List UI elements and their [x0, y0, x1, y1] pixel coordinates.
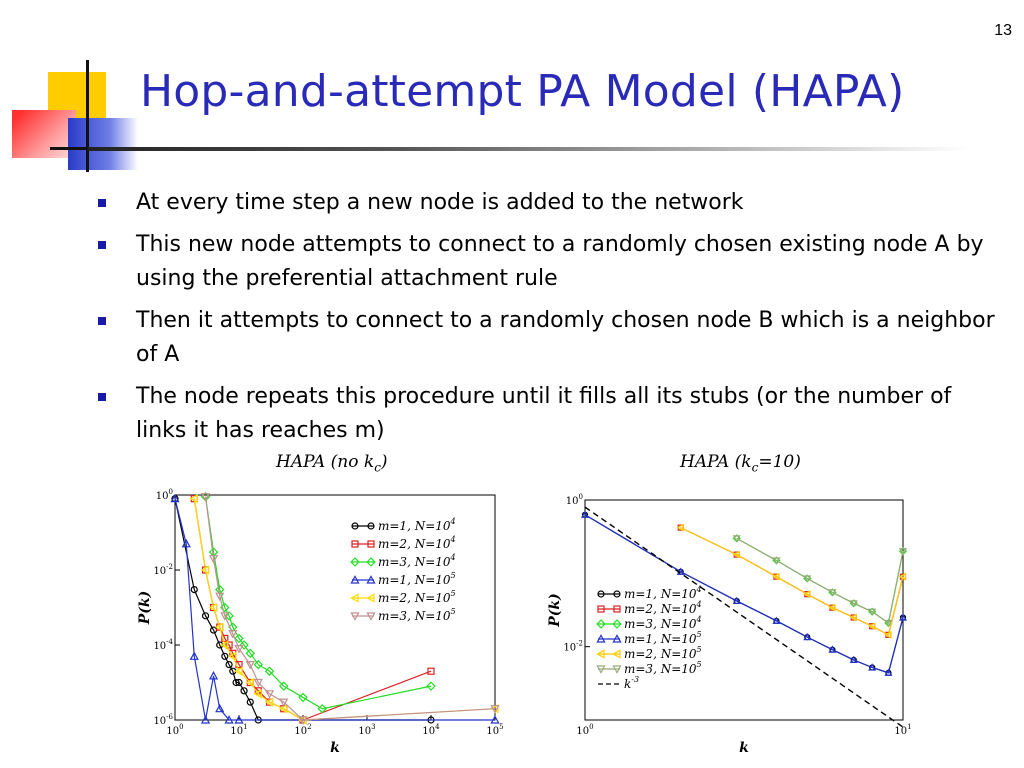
- legend-label: m=3, $N=10^5$: [624, 660, 702, 676]
- bullet-text: The node repeats this procedure until it fills all its stubs (or the number of links it has reaches m): [136, 384, 952, 443]
- y-tick-label: $10^{-2}$: [563, 639, 583, 654]
- slide-title: Hop-and-attempt PA Model (HAPA): [140, 66, 905, 117]
- bullet-item: [96, 228, 996, 296]
- caption-text: HAPA (no k: [276, 452, 375, 472]
- x-tick-label: $10^2$: [294, 723, 312, 737]
- x-tick-label: $10^1$: [894, 723, 912, 737]
- x-tick-label: $10^4$: [422, 723, 440, 737]
- square-bullet-icon: [98, 241, 106, 249]
- bullet-item: [96, 186, 996, 220]
- x-tick-label: $10^0$: [166, 723, 184, 737]
- bullet-item: [96, 380, 996, 448]
- y-tick-label: $10^0$: [155, 488, 173, 502]
- caption-end: ): [380, 452, 388, 472]
- legend-label: m=2, $N=10^5$: [624, 645, 702, 661]
- right-degree-distribution-chart: [540, 480, 930, 760]
- caption-text: HAPA (k: [680, 452, 752, 472]
- bullet-text: At every time step a new node is added to the network: [136, 190, 744, 215]
- legend-label: m=2, $N=10^4$: [624, 600, 702, 616]
- legend-label: m=3, $N=10^4$: [624, 615, 702, 631]
- legend-label: m=1, $N=10^4$: [624, 585, 702, 601]
- legend-label: m=3, $N=10^5$: [378, 607, 456, 623]
- logo-vertical-line: [86, 60, 89, 172]
- bullet-list: [96, 186, 996, 456]
- legend-label: m=1, $N=10^4$: [378, 517, 456, 533]
- y-axis-label: P(k): [137, 590, 153, 625]
- y-tick-label: $10^0$: [565, 493, 583, 507]
- legend-label: m=1, $N=10^5$: [378, 571, 456, 587]
- left-degree-distribution-chart: [130, 480, 510, 760]
- bullet-text: Then it attempts to connect to a randomly chosen node B which is a neighbor of A: [136, 308, 995, 367]
- x-tick-label: $10^1$: [230, 723, 248, 737]
- legend-label: m=3, $N=10^4$: [378, 553, 456, 569]
- logo-blue-square: [68, 118, 138, 170]
- legend-label: m=2, $N=10^4$: [378, 535, 456, 551]
- x-axis-label: k: [330, 740, 340, 756]
- slide-logo: [0, 0, 140, 200]
- title-underline: [88, 147, 968, 151]
- x-axis-label: k: [739, 740, 749, 756]
- square-bullet-icon: [98, 317, 106, 325]
- legend-label: m=1, $N=10^5$: [624, 630, 702, 646]
- page-number: 13: [994, 22, 1012, 39]
- square-bullet-icon: [98, 393, 106, 401]
- caption-end: =10): [758, 452, 801, 472]
- left-figure-caption: [276, 452, 388, 474]
- caption-subscript: c: [751, 460, 759, 475]
- right-figure-caption: [680, 452, 801, 474]
- bullet-text: This new node attempts to connect to a randomly chosen existing node A by using the preferential attachment rule: [136, 232, 984, 291]
- y-tick-label: $10^{-6}$: [153, 713, 173, 727]
- legend-label: $k^{-3}$: [624, 675, 640, 691]
- caption-subscript: c: [374, 460, 381, 475]
- x-tick-label: $10^3$: [358, 723, 376, 737]
- logo-red-square: [12, 110, 76, 158]
- y-tick-label: $10^{-4}$: [153, 638, 173, 652]
- x-tick-label: $10^0$: [576, 723, 594, 737]
- x-tick-label: $10^5$: [486, 723, 504, 737]
- y-tick-label: $10^{-2}$: [153, 563, 173, 577]
- square-bullet-icon: [98, 199, 106, 207]
- bullet-item: [96, 304, 996, 372]
- legend-label: m=2, $N=10^5$: [378, 589, 456, 605]
- y-axis-label: P(k): [547, 593, 563, 627]
